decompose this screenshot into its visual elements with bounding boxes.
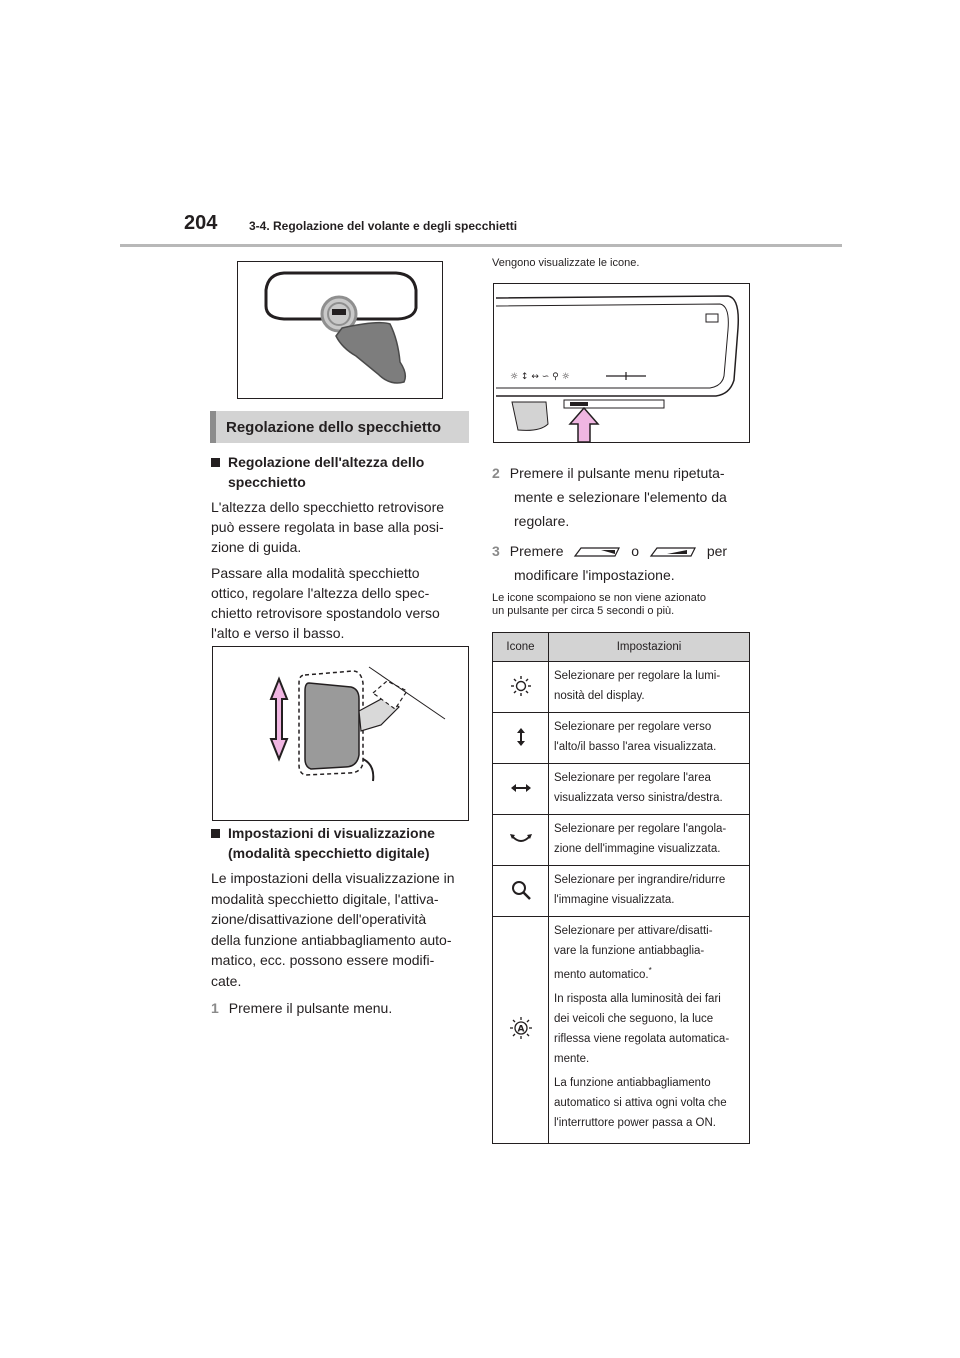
vertical-arrow-icon bbox=[510, 726, 532, 748]
section-title: 3-4. Regolazione del volante e degli specchietti bbox=[249, 219, 518, 233]
step-2: 2 Premere il pulsante menu ripetuta- mente e selezionare l'elemento da regolare. bbox=[492, 465, 727, 529]
table-row: Selezionare per regolare l'area visualizzata verso sinistra/destra. bbox=[493, 764, 750, 815]
table-row: A Selezionare per attivare/disatti- vare la funzione antiabbaglia- mento automatico.* In risposta alla luminosità dei fari dei veicoli che seguono, la luce riflessa viene regolata automatica- mente. La funzione antiabbagliamento automatico si attiva ogni volta che l'interruttore power passa a ON. bbox=[493, 917, 750, 1144]
digital-mirror-illustration bbox=[494, 284, 749, 442]
display-settings-para: Le impostazioni della visualizzazione in modalità specchietto digitale, l'attiva- zione/disattivazione dell'operatività della funzione antiabbagliamento auto- matico, ecc. possono essere modifi- cate. bbox=[211, 870, 455, 989]
step-3: 3 Premere o per modificare l'impostazione. bbox=[492, 543, 728, 583]
auto-hide-note: Le icone scompaiono se non viene azionato un pulsante per circa 5 secondi o più. bbox=[492, 592, 707, 617]
svg-text:☼ ↕ ↔ ∽ ⚲ ☼: ☼ ↕ ↔ ∽ ⚲ ☼ bbox=[510, 372, 570, 382]
horizontal-arrow-icon bbox=[509, 777, 533, 799]
height-adjust-heading: Regolazione dell'altezza dello specchietto bbox=[211, 452, 471, 492]
table-row: Selezionare per regolare verso l'alto/il basso l'area visualizzata. bbox=[493, 713, 750, 764]
section-heading: Regolazione dello specchietto bbox=[210, 411, 469, 443]
height-adjust-para2: Passare alla modalità specchietto ottico, regolare l'altezza dello spec- chietto retrovisore spostandolo verso l'alto e verso il basso. bbox=[211, 565, 440, 641]
auto-antiglare-icon bbox=[509, 1016, 533, 1040]
table-row: Selezionare per regolare l'angola- zione dell'immagine visualizzata. bbox=[493, 815, 750, 866]
mirror-tilt-illustration bbox=[213, 647, 468, 820]
icon-settings-table bbox=[492, 632, 750, 1144]
header-rule bbox=[120, 244, 842, 247]
brightness-icon bbox=[510, 675, 532, 697]
zoom-icon bbox=[510, 879, 532, 901]
table-header-row bbox=[493, 633, 750, 662]
rocker-right-icon bbox=[647, 546, 699, 558]
page-number: 204 bbox=[184, 212, 218, 234]
col-icon-header: Icone bbox=[493, 633, 549, 662]
svg-text:A: A bbox=[517, 1024, 524, 1035]
display-settings-heading: Impostazioni di visualizzazione (modalità specchietto digitale) bbox=[211, 823, 473, 863]
table-row: Selezionare per regolare la lumi- nosità del display. bbox=[493, 662, 750, 713]
icons-caption: Vengono visualizzate le icone. bbox=[492, 257, 640, 269]
square-bullet-icon bbox=[211, 829, 220, 838]
table-row: Selezionare per ingrandire/ridurre l'immagine visualizzata. bbox=[493, 866, 750, 917]
mirror-button-figure bbox=[237, 261, 443, 399]
mirror-tilt-figure bbox=[212, 646, 469, 821]
square-bullet-icon bbox=[211, 458, 220, 467]
mirror-press-illustration bbox=[238, 262, 442, 398]
col-settings-header: Impostazioni bbox=[549, 633, 750, 662]
height-adjust-para1: L'altezza dello specchietto retrovisore può essere regolata in base alla posi- zione di guida. bbox=[211, 499, 445, 555]
rocker-left-icon bbox=[571, 546, 623, 558]
digital-mirror-figure bbox=[493, 283, 750, 443]
tilt-icon bbox=[509, 828, 533, 850]
step-1: 1 Premere il pulsante menu. bbox=[211, 1000, 393, 1016]
height-adjust-section bbox=[211, 452, 471, 643]
display-settings-section bbox=[211, 823, 473, 1019]
